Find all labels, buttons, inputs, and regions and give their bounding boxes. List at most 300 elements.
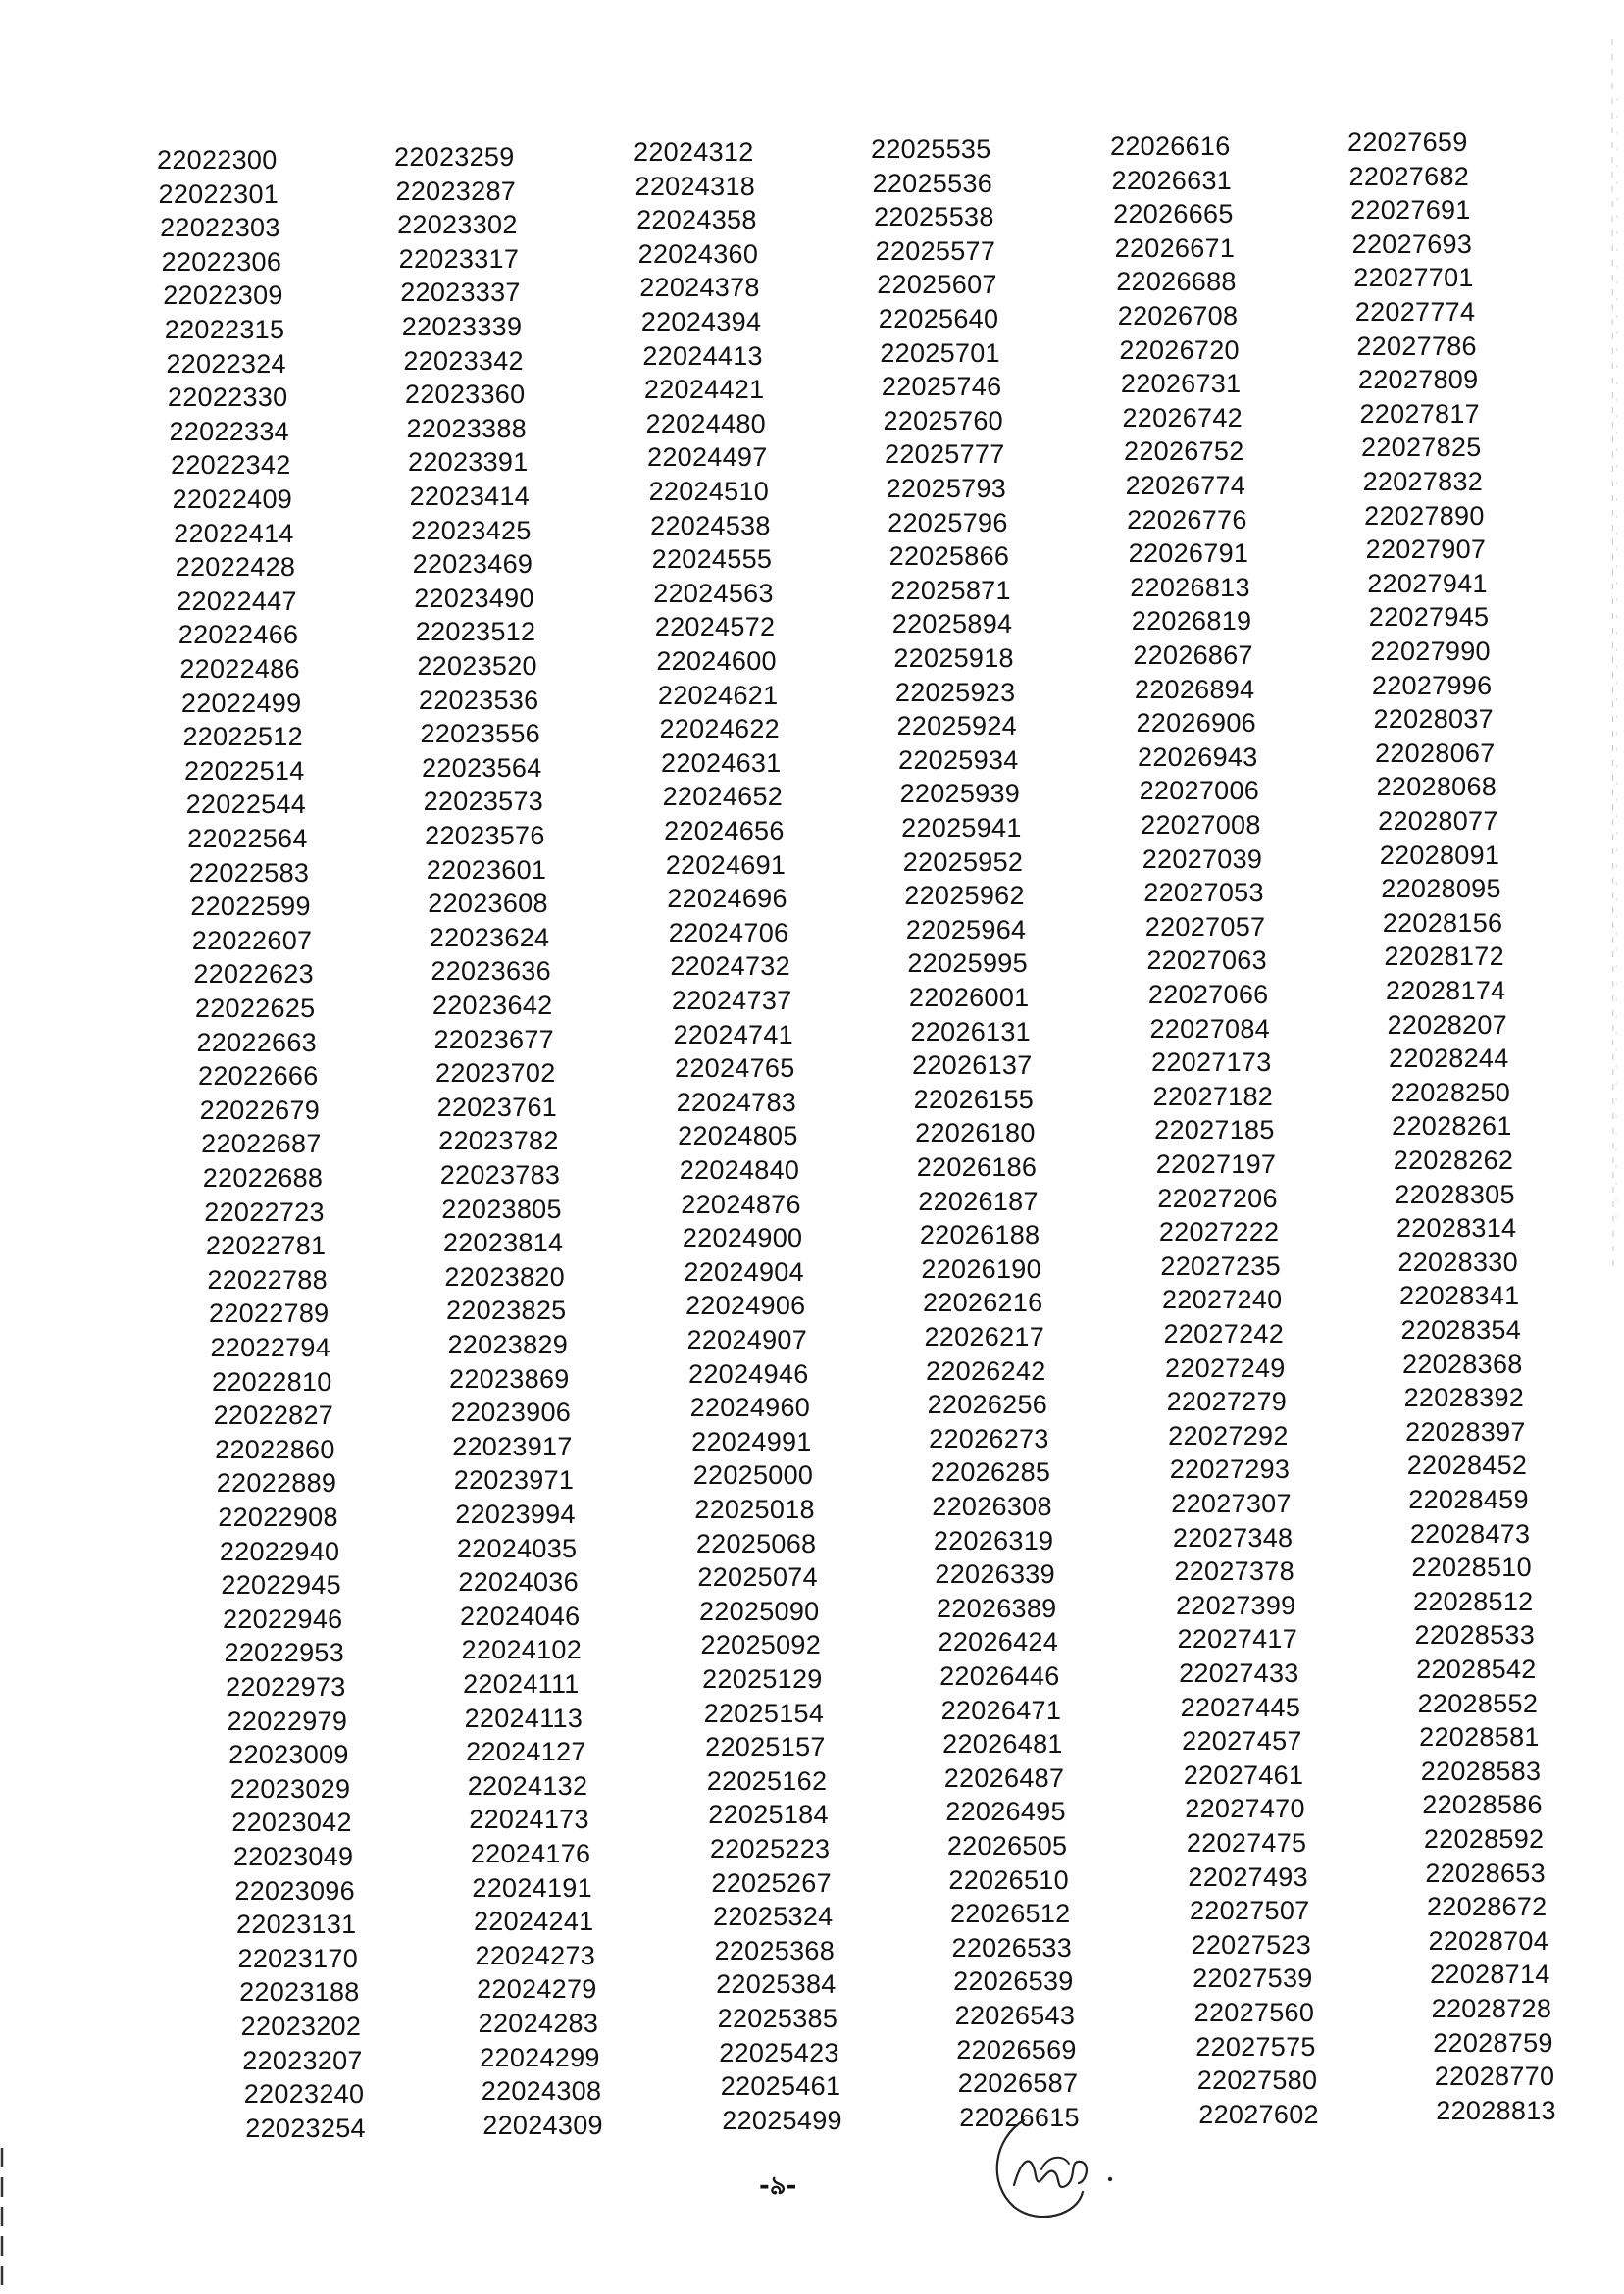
roll-number: 22022794 xyxy=(210,1333,331,1362)
roll-number: 22024358 xyxy=(636,205,757,235)
roll-number: 22025129 xyxy=(702,1664,823,1694)
roll-number: 22022860 xyxy=(215,1434,335,1464)
roll-number: 22024621 xyxy=(657,680,779,710)
roll-number: 22027008 xyxy=(1141,810,1261,840)
roll-number: 22024378 xyxy=(639,273,760,303)
roll-number: 22026720 xyxy=(1119,334,1240,365)
roll-number: 22027053 xyxy=(1143,878,1264,908)
roll-number: 22022688 xyxy=(202,1163,324,1193)
roll-number: 22023342 xyxy=(403,345,524,376)
roll-number: 22026273 xyxy=(929,1423,1049,1453)
roll-number: 22023601 xyxy=(426,854,547,885)
roll-number: 22028552 xyxy=(1417,1688,1539,1718)
roll-number: 22023391 xyxy=(408,447,529,478)
roll-number: 22026446 xyxy=(939,1661,1060,1691)
roll-number: 22027378 xyxy=(1174,1556,1294,1587)
roll-number: 22026587 xyxy=(957,2068,1079,2099)
roll-number: 22028459 xyxy=(1408,1485,1529,1514)
roll-number: 22027182 xyxy=(1152,1081,1274,1111)
roll-number: 22024652 xyxy=(662,782,784,812)
roll-number: 22025223 xyxy=(709,1834,831,1863)
roll-number: 22023302 xyxy=(397,210,518,240)
roll-number: 22023512 xyxy=(415,617,536,647)
roll-number: 22026943 xyxy=(1138,741,1258,772)
roll-number: 22022687 xyxy=(201,1129,322,1159)
roll-number: 22027602 xyxy=(1198,2099,1319,2129)
roll-number: 22027292 xyxy=(1168,1420,1289,1451)
roll-number: 22024309 xyxy=(482,2110,603,2140)
roll-number: 22028156 xyxy=(1382,907,1503,938)
roll-number: 22022810 xyxy=(212,1366,332,1397)
roll-number: 22028704 xyxy=(1428,1925,1549,1956)
roll-number: 22027235 xyxy=(1160,1250,1281,1281)
roll-number: 22024308 xyxy=(481,2076,602,2107)
roll-number: 22023702 xyxy=(435,1058,556,1089)
roll-number: 22023131 xyxy=(235,1910,357,1940)
roll-number: 22024741 xyxy=(673,1019,793,1049)
roll-number: 22028174 xyxy=(1385,976,1506,1005)
roll-number: 22025384 xyxy=(716,1969,837,2000)
roll-number: 22028077 xyxy=(1378,806,1498,836)
roll-number: 22024360 xyxy=(637,238,759,269)
roll-number: 22022324 xyxy=(166,348,286,379)
roll-number: 22027057 xyxy=(1144,911,1266,942)
roll-number: 22026731 xyxy=(1120,369,1242,399)
roll-number: 22022599 xyxy=(190,892,311,922)
roll-number: 22025535 xyxy=(871,134,991,164)
roll-number: 22026819 xyxy=(1131,606,1252,637)
roll-number: 22026543 xyxy=(954,2001,1076,2030)
roll-number: 22027249 xyxy=(1165,1352,1286,1383)
roll-number: 22023906 xyxy=(450,1398,572,1428)
roll-number: 22024960 xyxy=(689,1393,811,1423)
roll-number: 22027307 xyxy=(1171,1489,1292,1518)
roll-number: 22025385 xyxy=(717,2004,838,2033)
roll-number: 22025746 xyxy=(881,372,1002,402)
roll-number: 22022953 xyxy=(224,1638,345,1668)
roll-number: 22027786 xyxy=(1356,331,1477,361)
roll-number: 22023576 xyxy=(425,821,545,850)
roll-number: 22022309 xyxy=(163,280,283,311)
roll-number: 22027996 xyxy=(1371,670,1493,700)
roll-number: 22023556 xyxy=(420,719,540,749)
roll-number: 22022979 xyxy=(227,1706,348,1736)
roll-number: 22027693 xyxy=(1351,229,1473,259)
page-number: -৯- xyxy=(759,2171,797,2201)
roll-number: 22023608 xyxy=(428,889,548,919)
roll-number: 22023783 xyxy=(439,1160,561,1190)
roll-number: 22023573 xyxy=(423,787,544,817)
roll-number: 22026539 xyxy=(953,1966,1074,1997)
roll-number: 22022330 xyxy=(167,382,288,413)
roll-number: 22026533 xyxy=(951,1932,1073,1963)
roll-number: 22026188 xyxy=(919,1220,1040,1250)
roll-number: 22026708 xyxy=(1117,301,1239,331)
roll-number: 22025866 xyxy=(888,541,1010,572)
roll-number: 22024421 xyxy=(643,375,765,405)
roll-number: 22023254 xyxy=(245,2113,366,2143)
roll-number: 22025934 xyxy=(898,744,1019,775)
roll-number: 22024191 xyxy=(472,1872,592,1903)
roll-number: 22023240 xyxy=(243,2079,365,2110)
roll-number: 22024273 xyxy=(475,1940,596,1970)
roll-number: 22026813 xyxy=(1130,572,1250,602)
roll-number: 22027433 xyxy=(1179,1658,1299,1688)
roll-number: 22025157 xyxy=(705,1732,826,1762)
roll-number: 22023536 xyxy=(418,685,539,715)
roll-number: 22024111 xyxy=(463,1669,580,1699)
roll-number: 22022827 xyxy=(213,1401,334,1431)
roll-number: 22027580 xyxy=(1196,2065,1318,2096)
roll-number: 22022889 xyxy=(216,1468,337,1499)
roll-number: 22028172 xyxy=(1384,942,1504,972)
roll-number: 22022666 xyxy=(198,1061,319,1092)
roll-number: 22026389 xyxy=(936,1593,1057,1623)
roll-number: 22026319 xyxy=(933,1525,1054,1555)
roll-number: 22023490 xyxy=(414,583,534,613)
roll-number: 22025923 xyxy=(894,677,1016,707)
roll-number: 22026616 xyxy=(1110,131,1231,161)
roll-number: 22023825 xyxy=(445,1296,567,1326)
roll-number: 22022409 xyxy=(172,484,293,514)
roll-number: 22028653 xyxy=(1425,1858,1546,1888)
roll-number: 22028261 xyxy=(1392,1111,1512,1142)
roll-number: 22028341 xyxy=(1398,1281,1520,1311)
roll-number: 22028770 xyxy=(1434,2062,1555,2092)
roll-number: 22025536 xyxy=(872,168,993,198)
roll-number: 22027832 xyxy=(1362,467,1484,496)
roll-number: 22024906 xyxy=(685,1291,806,1321)
roll-number: 22028314 xyxy=(1396,1213,1517,1244)
roll-number: 22028813 xyxy=(1436,2095,1556,2125)
roll-number: 22022514 xyxy=(184,755,305,786)
roll-number: 22026190 xyxy=(921,1253,1041,1284)
roll-number: 22023469 xyxy=(412,549,533,580)
roll-number: 22027240 xyxy=(1161,1285,1283,1315)
roll-number: 22026186 xyxy=(916,1152,1038,1182)
roll-number: 22027461 xyxy=(1183,1759,1304,1790)
roll-number: 22023677 xyxy=(433,1024,554,1054)
roll-number: 22025092 xyxy=(700,1630,822,1660)
roll-number: 22028512 xyxy=(1412,1586,1534,1616)
roll-number: 22022512 xyxy=(182,722,303,752)
roll-number: 22026631 xyxy=(1111,165,1233,195)
roll-number: 22027084 xyxy=(1149,1013,1270,1044)
roll-number: 22025577 xyxy=(875,235,996,266)
roll-number: 22022303 xyxy=(160,213,280,243)
roll-number: 22023425 xyxy=(411,515,532,545)
roll-number: 22026665 xyxy=(1113,199,1234,229)
roll-number: 22022342 xyxy=(171,450,291,481)
roll-number: 22022334 xyxy=(169,416,289,446)
roll-number: 22028392 xyxy=(1403,1383,1525,1413)
roll-number: 22024132 xyxy=(467,1770,588,1801)
roll-number: 22028586 xyxy=(1422,1790,1543,1820)
roll-number: 22026512 xyxy=(949,1899,1071,1929)
scan-edge-artifact xyxy=(1604,0,1624,2294)
roll-number: 22024765 xyxy=(675,1053,795,1084)
roll-number: 22028330 xyxy=(1397,1247,1518,1277)
roll-number: 22023170 xyxy=(237,1943,359,1973)
roll-number: 22026339 xyxy=(935,1559,1055,1590)
roll-number: 22025499 xyxy=(722,2105,842,2135)
roll-number: 22024805 xyxy=(678,1121,798,1151)
roll-number: 22022663 xyxy=(196,1027,317,1057)
roll-number: 22023782 xyxy=(438,1126,559,1156)
roll-number: 22023287 xyxy=(395,176,517,206)
roll-number: 22023829 xyxy=(447,1330,569,1359)
roll-number: 22023360 xyxy=(404,380,526,410)
roll-number: 22023009 xyxy=(228,1740,349,1770)
roll-number: 22028542 xyxy=(1416,1655,1537,1684)
roll-number: 22024176 xyxy=(470,1839,591,1868)
roll-number: 22025793 xyxy=(886,474,1007,503)
roll-number: 22028037 xyxy=(1373,704,1494,735)
roll-number: 22026776 xyxy=(1127,504,1247,535)
roll-number: 22027691 xyxy=(1350,195,1471,226)
roll-number: 22025760 xyxy=(883,405,1003,435)
roll-number: 22024480 xyxy=(645,408,766,438)
roll-number: 22023049 xyxy=(232,1842,354,1871)
roll-number: 22023814 xyxy=(442,1228,564,1258)
roll-number: 22025701 xyxy=(880,337,1000,368)
roll-number: 22023564 xyxy=(422,752,542,783)
roll-number: 22024732 xyxy=(670,951,790,982)
roll-number: 22026906 xyxy=(1136,708,1256,739)
roll-number: 22023337 xyxy=(400,278,521,308)
roll-number: 22023029 xyxy=(229,1773,351,1804)
roll-number: 22027063 xyxy=(1146,945,1267,976)
roll-number: 22027907 xyxy=(1365,535,1487,565)
roll-number: 22027279 xyxy=(1166,1387,1288,1417)
roll-number: 22022306 xyxy=(161,246,282,277)
signature-icon xyxy=(985,2099,1142,2226)
roll-number: 22023994 xyxy=(455,1500,576,1529)
roll-number: 22024413 xyxy=(642,340,763,371)
roll-number: 22023414 xyxy=(409,482,531,511)
roll-number: 22022544 xyxy=(185,790,307,820)
roll-number: 22022315 xyxy=(164,315,285,344)
roll-number: 22024622 xyxy=(659,714,780,744)
roll-number: 22028452 xyxy=(1406,1451,1528,1481)
roll-number: 22026131 xyxy=(910,1016,1031,1046)
roll-number: 22027659 xyxy=(1347,127,1468,157)
roll-number: 22022789 xyxy=(208,1299,330,1329)
roll-number: 22027539 xyxy=(1193,1963,1313,1994)
roll-number: 22022908 xyxy=(218,1503,338,1532)
roll-number: 22028759 xyxy=(1433,2027,1553,2058)
roll-number: 22022940 xyxy=(219,1536,340,1566)
roll-number: 22025068 xyxy=(695,1528,817,1558)
roll-number: 22025995 xyxy=(907,948,1028,979)
roll-number: 22027507 xyxy=(1189,1896,1310,1926)
roll-number: 22024538 xyxy=(650,510,771,540)
roll-number: 22024241 xyxy=(473,1907,594,1937)
roll-number: 22027682 xyxy=(1348,161,1470,191)
roll-number: 22026510 xyxy=(948,1864,1069,1895)
roll-number: 22024113 xyxy=(464,1703,584,1733)
roll-number: 22028581 xyxy=(1419,1722,1540,1753)
roll-number: 22028368 xyxy=(1402,1349,1523,1379)
roll-number: 22025162 xyxy=(706,1765,828,1796)
roll-number: 22024497 xyxy=(647,442,768,473)
roll-number: 22026688 xyxy=(1116,267,1237,297)
roll-number: 22024691 xyxy=(665,849,787,880)
roll-number: 22028067 xyxy=(1375,738,1496,768)
roll-number: 22026487 xyxy=(943,1762,1065,1793)
roll-number: 22026615 xyxy=(959,2102,1080,2132)
roll-number: 22028305 xyxy=(1395,1179,1515,1209)
roll-number: 22027399 xyxy=(1175,1590,1296,1620)
roll-number: 22027890 xyxy=(1364,500,1485,531)
roll-number: 22027185 xyxy=(1154,1115,1275,1146)
roll-number: 22022788 xyxy=(207,1264,328,1295)
roll-number: 22026569 xyxy=(956,2034,1077,2065)
roll-number: 22025941 xyxy=(901,813,1022,842)
roll-number: 22024394 xyxy=(640,307,762,336)
roll-number: 22022301 xyxy=(158,178,279,209)
roll-number: 22023096 xyxy=(234,1875,355,1906)
roll-number: 22025090 xyxy=(698,1596,820,1626)
roll-number: 22026285 xyxy=(930,1457,1051,1488)
roll-number: 22025184 xyxy=(708,1800,829,1830)
roll-number: 22025267 xyxy=(711,1867,832,1898)
roll-number: 22025368 xyxy=(714,1935,836,1965)
roll-number: 22025962 xyxy=(904,881,1025,911)
roll-number: 22022447 xyxy=(177,586,297,616)
roll-number: 22024946 xyxy=(688,1358,809,1389)
roll-number: 22025607 xyxy=(877,270,997,300)
roll-number: 22024318 xyxy=(634,171,756,201)
roll-number: 22023207 xyxy=(242,2045,363,2075)
roll-number: 22026505 xyxy=(946,1831,1068,1861)
roll-number: 22024173 xyxy=(469,1805,589,1835)
roll-number: 22026001 xyxy=(908,983,1030,1012)
roll-number: 22026894 xyxy=(1134,674,1255,704)
roll-number: 22026867 xyxy=(1133,640,1253,670)
roll-number: 22024572 xyxy=(654,612,776,642)
roll-number: 22026471 xyxy=(940,1695,1062,1725)
roll-number: 22027825 xyxy=(1361,433,1482,463)
roll-number: 22026256 xyxy=(927,1390,1048,1420)
roll-number: 22023971 xyxy=(453,1465,575,1496)
roll-number: 22026752 xyxy=(1124,436,1244,467)
roll-number: 22022300 xyxy=(157,145,278,175)
roll-number: 22024036 xyxy=(458,1567,579,1598)
roll-number: 22022583 xyxy=(188,857,310,888)
roll-number: 22028095 xyxy=(1381,874,1501,904)
roll-number: 22027066 xyxy=(1147,980,1269,1009)
roll-number: 22026742 xyxy=(1122,402,1243,433)
roll-number: 22028714 xyxy=(1430,1960,1550,1990)
roll-number: 22027493 xyxy=(1188,1861,1308,1892)
roll-number: 22026671 xyxy=(1114,232,1236,263)
roll-number: 22027445 xyxy=(1180,1692,1301,1722)
roll-number: 22027809 xyxy=(1357,365,1479,395)
roll-number: 22028397 xyxy=(1405,1416,1526,1447)
roll-number: 22024127 xyxy=(466,1737,586,1767)
roll-number: 22022973 xyxy=(226,1672,346,1702)
roll-number: 22024510 xyxy=(648,477,770,506)
roll-number: 22027941 xyxy=(1367,568,1488,598)
roll-number: 22025871 xyxy=(890,575,1011,605)
roll-number: 22023869 xyxy=(449,1363,570,1394)
roll-number: 22023642 xyxy=(431,991,553,1020)
roll-number: 22023636 xyxy=(431,956,551,987)
roll-number: 22024904 xyxy=(684,1256,804,1287)
roll-number: 22022607 xyxy=(191,925,313,955)
roll-number: 22027206 xyxy=(1157,1183,1278,1213)
roll-number: 22027348 xyxy=(1172,1522,1294,1553)
roll-number: 22026424 xyxy=(938,1627,1059,1657)
roll-number: 22028207 xyxy=(1387,1009,1507,1040)
roll-number: 22027173 xyxy=(1151,1047,1272,1078)
roll-number: 22025640 xyxy=(878,304,999,333)
roll-number: 22028533 xyxy=(1414,1620,1536,1651)
roll-number: 22027523 xyxy=(1191,1929,1312,1960)
roll-number: 22024876 xyxy=(681,1189,801,1219)
roll-number: 22022625 xyxy=(194,994,316,1023)
roll-number: 22025000 xyxy=(692,1460,814,1491)
roll-number: 22026495 xyxy=(945,1797,1066,1827)
roll-number: 22028728 xyxy=(1431,1994,1552,2023)
roll-number: 22026308 xyxy=(932,1492,1052,1521)
roll-number: 22023202 xyxy=(240,2012,362,2041)
roll-number: 22024600 xyxy=(656,646,777,676)
roll-number: 22024279 xyxy=(477,1974,597,2005)
roll-number: 22025461 xyxy=(720,2071,841,2102)
roll-number: 22027293 xyxy=(1169,1454,1291,1485)
roll-number: 22023042 xyxy=(231,1808,352,1838)
roll-number: 22026137 xyxy=(912,1050,1033,1081)
roll-number: 22028244 xyxy=(1389,1044,1509,1074)
roll-number: 22026216 xyxy=(922,1288,1043,1318)
roll-number: 22022414 xyxy=(174,518,294,548)
roll-number: 22028510 xyxy=(1411,1553,1532,1583)
roll-number: 22023388 xyxy=(406,413,527,443)
roll-number: 22027701 xyxy=(1353,263,1474,293)
roll-number: 22023761 xyxy=(436,1092,558,1122)
roll-number: 22024283 xyxy=(478,2009,599,2038)
roll-number: 22024631 xyxy=(661,747,782,778)
roll-number: 22026481 xyxy=(942,1729,1063,1759)
roll-number: 22022945 xyxy=(221,1570,341,1601)
roll-number: 22028091 xyxy=(1379,840,1500,870)
roll-number: 22023624 xyxy=(429,922,550,952)
roll-number: 22027774 xyxy=(1354,297,1476,327)
roll-number: 22022946 xyxy=(222,1604,343,1634)
roll-number: 22026774 xyxy=(1125,471,1246,500)
roll-number: 22027945 xyxy=(1368,602,1490,633)
roll-number: 22026180 xyxy=(915,1118,1036,1148)
roll-number: 22022781 xyxy=(205,1231,327,1261)
roll-number: 22024299 xyxy=(480,2042,600,2072)
roll-number: 22027475 xyxy=(1186,1828,1307,1858)
roll-number: 22024312 xyxy=(634,137,754,167)
roll-number: 22027575 xyxy=(1195,2031,1316,2062)
roll-number: 22028672 xyxy=(1426,1892,1548,1922)
roll-number: 22022679 xyxy=(199,1095,321,1125)
roll-number: 22023259 xyxy=(394,142,515,172)
roll-number: 22027990 xyxy=(1370,637,1491,666)
roll-number: 22024555 xyxy=(651,544,773,575)
roll-number: 22028262 xyxy=(1393,1146,1514,1175)
roll-number: 22025538 xyxy=(874,202,994,232)
roll-number: 22024900 xyxy=(682,1223,803,1253)
roll-number: 22024737 xyxy=(671,986,792,1015)
roll-number: 22024035 xyxy=(456,1533,578,1563)
roll-number: 22028068 xyxy=(1376,772,1497,802)
